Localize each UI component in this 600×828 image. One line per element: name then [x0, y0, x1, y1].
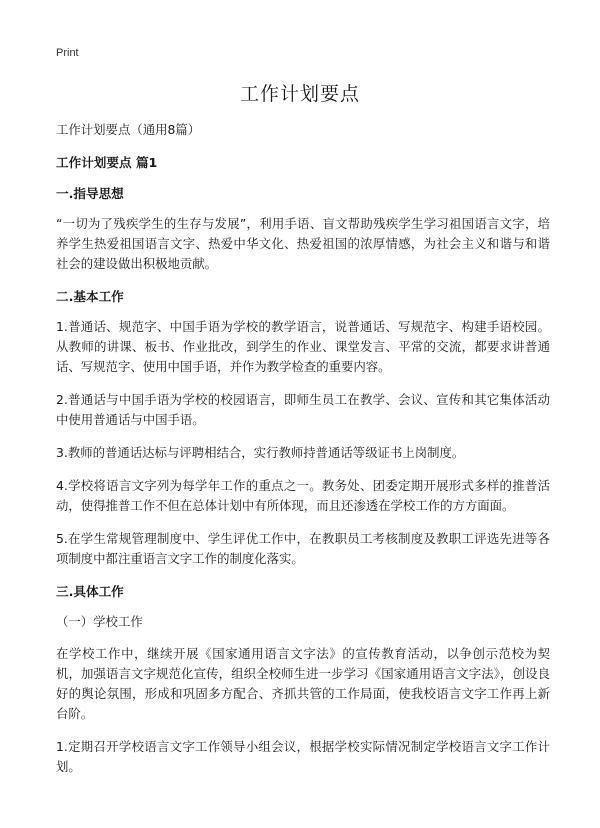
section-heading-guiding-ideology: 一.指导思想 — [56, 186, 124, 201]
paragraph-basic-work-5: 5.在学生常规管理制度中、学生评优工作中，在教职员工考核制度及教职工评选先进等各项制度中都注重语言文字工作的制度化落实。 — [56, 531, 550, 566]
sub-heading-school-work: （一）学校工作 — [56, 614, 143, 629]
paragraph-basic-work-2: 2.普通话与中国手语为学校的校园语言，即师生员工在教学、会议、宣传和其它集体活动中使用普通话与中国手语。 — [56, 392, 550, 427]
section-heading-basic-work: 二.基本工作 — [56, 289, 124, 304]
paragraph-basic-work-3: 3.教师的普通话达标与评聘相结合，实行教师持普通话等级证书上岗制度。 — [56, 445, 465, 460]
paragraph-guiding-ideology: “一切为了残疾学生的生存与发展”，利用手语、盲文帮助残疾学生学习祖国语言文字，培养学生热爱祖国语言文字、热爱中华文化、热爱祖国的浓厚情感，为社会主义和谐与和谐社会的建设做出积极地贡献。 — [56, 216, 550, 271]
document-title: 工作计划要点 — [239, 83, 360, 105]
section-heading-specific-work: 三.具体工作 — [56, 584, 124, 599]
print-link[interactable]: Print — [56, 47, 79, 59]
article-heading: 工作计划要点 篇1 — [56, 155, 158, 170]
paragraph-basic-work-1: 1.普通话、规范字、中国手语为学校的教学语言，说普通话、写规范字、构建手语校园。从教师的讲课、板书、作业批改，到学生的作业、课堂发言、平常的交流，都要求讲普通话、写规范字、使用中国手语，并作为教学检查的重要内容。 — [56, 319, 550, 374]
document-subtitle: 工作计划要点（通用8篇） — [56, 122, 201, 137]
document-body — [56, 120, 550, 789]
paragraph-school-work-1: 1.定期召开学校语言文字工作领导小组会议，根据学校实际情况制定学校语言文字工作计划。 — [56, 739, 550, 774]
paragraph-school-work-intro: 在学校工作中，继续开展《国家通用语言文字法》的宣传教育活动，以争创示范校为契机，加强语言文字规范化宣传，组织全校师生进一步学习《国家通用语言文字法》，创设良好的舆论氛围，形成和巩固多方配合、齐抓共管的工作局面，使我校语言文字工作再上新台阶。 — [56, 646, 550, 721]
paragraph-basic-work-4: 4.学校将语言文字列为每学年工作的重点之一。教务处、团委定期开展形式多样的推普活动，使得推普工作不但在总体计划中有所体现，而且还渗透在学校工作的方方面面。 — [56, 478, 550, 513]
